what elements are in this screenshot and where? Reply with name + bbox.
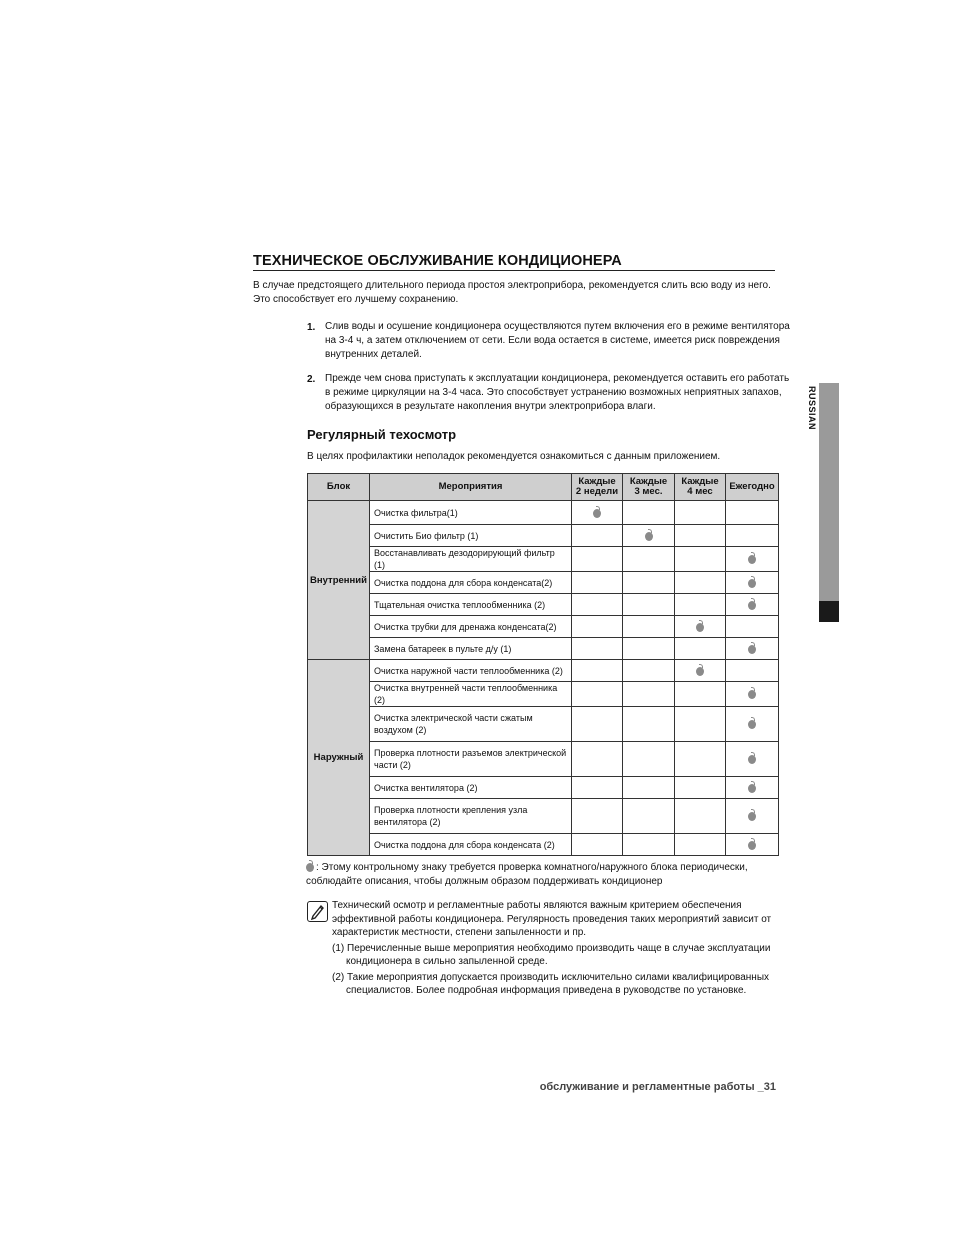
frequency-cell bbox=[675, 742, 726, 777]
legend-text: : Этому контрольному знаку требуется проверка комнатного/наружного блока периодически, соблюдайте описания, чтобы должным образом поддерживать кондиционер bbox=[306, 862, 748, 887]
frequency-cell bbox=[572, 742, 623, 777]
check-mark-icon bbox=[593, 509, 601, 518]
frequency-cell bbox=[675, 682, 726, 707]
frequency-cell bbox=[623, 834, 675, 856]
frequency-cell bbox=[726, 547, 779, 572]
frequency-cell bbox=[726, 742, 779, 777]
frequency-cell bbox=[623, 525, 675, 547]
frequency-cell bbox=[572, 707, 623, 742]
frequency-cell bbox=[572, 547, 623, 572]
frequency-cell bbox=[572, 501, 623, 525]
check-mark-icon bbox=[748, 784, 756, 793]
step-1-text: Слив воды и осушение кондиционера осуществляются путем включения его в режиме вентилятора на 3-4 ч, а затем отключением от сети. Если вода остается в системе, имеется риск повреждения внутренних деталей. bbox=[325, 321, 790, 360]
frequency-cell bbox=[572, 834, 623, 856]
frequency-cell bbox=[675, 834, 726, 856]
header-yearly: Ежегодно bbox=[726, 474, 779, 501]
maintenance-schedule-table bbox=[307, 473, 779, 856]
table-row bbox=[308, 616, 779, 638]
frequency-cell bbox=[726, 616, 779, 638]
activity-cell: Очистка наружной части теплообменника (2) bbox=[370, 660, 572, 682]
step-2-number: 2. bbox=[307, 374, 316, 385]
table-row bbox=[308, 707, 779, 742]
check-mark-icon bbox=[748, 755, 756, 764]
language-side-tab bbox=[818, 383, 839, 621]
check-mark-icon bbox=[748, 579, 756, 588]
table-row bbox=[308, 834, 779, 856]
frequency-cell bbox=[675, 660, 726, 682]
table-row bbox=[308, 777, 779, 799]
frequency-cell bbox=[726, 638, 779, 660]
activity-cell: Восстанавливать дезодорирующий фильтр (1) bbox=[370, 547, 572, 572]
side-tab-marker bbox=[818, 601, 839, 622]
frequency-cell bbox=[726, 594, 779, 616]
table-row bbox=[308, 742, 779, 777]
note-footnote-2: (2) Такие мероприятия допускается производить исключительно силами квалифицированных специалистов. Более подробная информация приведена в руководстве по установке. bbox=[332, 971, 770, 996]
header-block: Блок bbox=[308, 474, 370, 501]
mark-legend bbox=[306, 861, 786, 889]
frequency-cell bbox=[726, 572, 779, 594]
check-mark-icon bbox=[306, 863, 314, 872]
table-row bbox=[308, 638, 779, 660]
frequency-cell bbox=[726, 501, 779, 525]
frequency-cell bbox=[572, 525, 623, 547]
activity-cell: Очистка трубки для дренажа конденсата(2) bbox=[370, 616, 572, 638]
note-pencil-icon bbox=[307, 901, 328, 922]
step-2-text: Прежде чем снова приступать к эксплуатации кондиционера, рекомендуется оставить его работать в режиме циркуляции на 3-4 часа. Это способствует устранению возможных неприятных запахов, образующихся в результате накопления внутри электроприбора влаги. bbox=[325, 373, 790, 412]
check-mark-icon bbox=[748, 555, 756, 564]
check-mark-icon bbox=[645, 532, 653, 541]
check-mark-icon bbox=[748, 841, 756, 850]
header-every-4-months: Каждые 4 мес bbox=[675, 474, 726, 501]
frequency-cell bbox=[675, 616, 726, 638]
page-footer: обслуживание и регламентные работы _31 bbox=[539, 1081, 776, 1093]
frequency-cell bbox=[726, 660, 779, 682]
language-label: RUSSIAN bbox=[807, 386, 817, 431]
activity-cell: Очистить Био фильтр (1) bbox=[370, 525, 572, 547]
frequency-cell bbox=[726, 707, 779, 742]
frequency-cell bbox=[572, 682, 623, 707]
activity-cell: Очистка внутренней части теплообменника (2) bbox=[370, 682, 572, 707]
table-intro: В целях профилактики неполадок рекомендуется ознакомиться с данным приложением. bbox=[307, 451, 721, 462]
frequency-cell bbox=[726, 799, 779, 834]
frequency-cell bbox=[572, 799, 623, 834]
table-row bbox=[308, 572, 779, 594]
header-every-2-weeks: Каждые 2 недели bbox=[572, 474, 623, 501]
frequency-cell bbox=[623, 707, 675, 742]
frequency-cell bbox=[726, 777, 779, 799]
frequency-cell bbox=[623, 594, 675, 616]
frequency-cell bbox=[623, 660, 675, 682]
frequency-cell bbox=[726, 834, 779, 856]
table-header-row bbox=[308, 474, 779, 501]
page-title: ТЕХНИЧЕСКОЕ ОБСЛУЖИВАНИЕ КОНДИЦИОНЕРА bbox=[253, 253, 775, 271]
note-main: Технический осмотр и регламентные работы являются важным критерием обеспечения эффективной работы кондиционера. Регулярность проведения таких мероприятий зависит от характеристик местности, степени запыленности и пр. bbox=[332, 900, 772, 938]
activity-cell: Очистка поддона для сбора конденсата (2) bbox=[370, 834, 572, 856]
activity-cell: Очистка вентилятора (2) bbox=[370, 777, 572, 799]
frequency-cell bbox=[623, 547, 675, 572]
frequency-cell bbox=[623, 777, 675, 799]
frequency-cell bbox=[623, 682, 675, 707]
frequency-cell bbox=[623, 638, 675, 660]
activity-cell: Проверка плотности крепления узла вентилятора (2) bbox=[370, 799, 572, 834]
frequency-cell bbox=[726, 682, 779, 707]
frequency-cell bbox=[675, 799, 726, 834]
check-mark-icon bbox=[696, 667, 704, 676]
check-mark-icon bbox=[696, 623, 704, 632]
section-subheading: Регулярный техосмотр bbox=[307, 427, 457, 442]
check-mark-icon bbox=[748, 645, 756, 654]
frequency-cell bbox=[572, 572, 623, 594]
indoor-block-label: Внутренний bbox=[308, 501, 370, 660]
activity-cell: Очистка фильтра(1) bbox=[370, 501, 572, 525]
frequency-cell bbox=[726, 525, 779, 547]
table-row bbox=[308, 547, 779, 572]
check-mark-icon bbox=[748, 601, 756, 610]
frequency-cell bbox=[675, 707, 726, 742]
frequency-cell bbox=[623, 799, 675, 834]
activity-cell: Замена батареек в пульте д/у (1) bbox=[370, 638, 572, 660]
frequency-cell bbox=[572, 660, 623, 682]
frequency-cell bbox=[675, 572, 726, 594]
frequency-cell bbox=[675, 777, 726, 799]
note-footnote-1: (1) Перечисленные выше мероприятия необходимо производить чаще в случае эксплуатации кондиционера в сильно запыленной среде. bbox=[332, 942, 771, 967]
frequency-cell bbox=[572, 594, 623, 616]
frequency-cell bbox=[572, 616, 623, 638]
table-row bbox=[308, 525, 779, 547]
header-activity: Мероприятия bbox=[370, 474, 572, 501]
frequency-cell bbox=[623, 501, 675, 525]
intro-paragraph: В случае предстоящего длительного периода простоя электроприбора, рекомендуется слить всю воду из него. Это способствует его лучшему сохранению. bbox=[253, 280, 771, 305]
note-block bbox=[332, 899, 800, 998]
frequency-cell bbox=[675, 525, 726, 547]
activity-cell: Очистка электрической части сжатым воздухом (2) bbox=[370, 707, 572, 742]
frequency-cell bbox=[675, 501, 726, 525]
check-mark-icon bbox=[748, 812, 756, 821]
table-row bbox=[308, 682, 779, 707]
step-1-number: 1. bbox=[307, 322, 316, 333]
activity-cell: Очистка поддона для сбора конденсата(2) bbox=[370, 572, 572, 594]
frequency-cell bbox=[675, 594, 726, 616]
activity-cell: Проверка плотности разъемов электрической части (2) bbox=[370, 742, 572, 777]
frequency-cell bbox=[623, 616, 675, 638]
table-row bbox=[308, 594, 779, 616]
frequency-cell bbox=[675, 638, 726, 660]
check-mark-icon bbox=[748, 690, 756, 699]
table-row bbox=[308, 501, 779, 525]
frequency-cell bbox=[572, 777, 623, 799]
outdoor-block-label: Наружный bbox=[308, 660, 370, 856]
activity-cell: Тщательная очистка теплообменника (2) bbox=[370, 594, 572, 616]
check-mark-icon bbox=[748, 720, 756, 729]
table-row bbox=[308, 660, 779, 682]
table-row bbox=[308, 799, 779, 834]
frequency-cell bbox=[623, 742, 675, 777]
frequency-cell bbox=[572, 638, 623, 660]
frequency-cell bbox=[675, 547, 726, 572]
frequency-cell bbox=[623, 572, 675, 594]
header-every-3-months: Каждые 3 мес. bbox=[623, 474, 675, 501]
